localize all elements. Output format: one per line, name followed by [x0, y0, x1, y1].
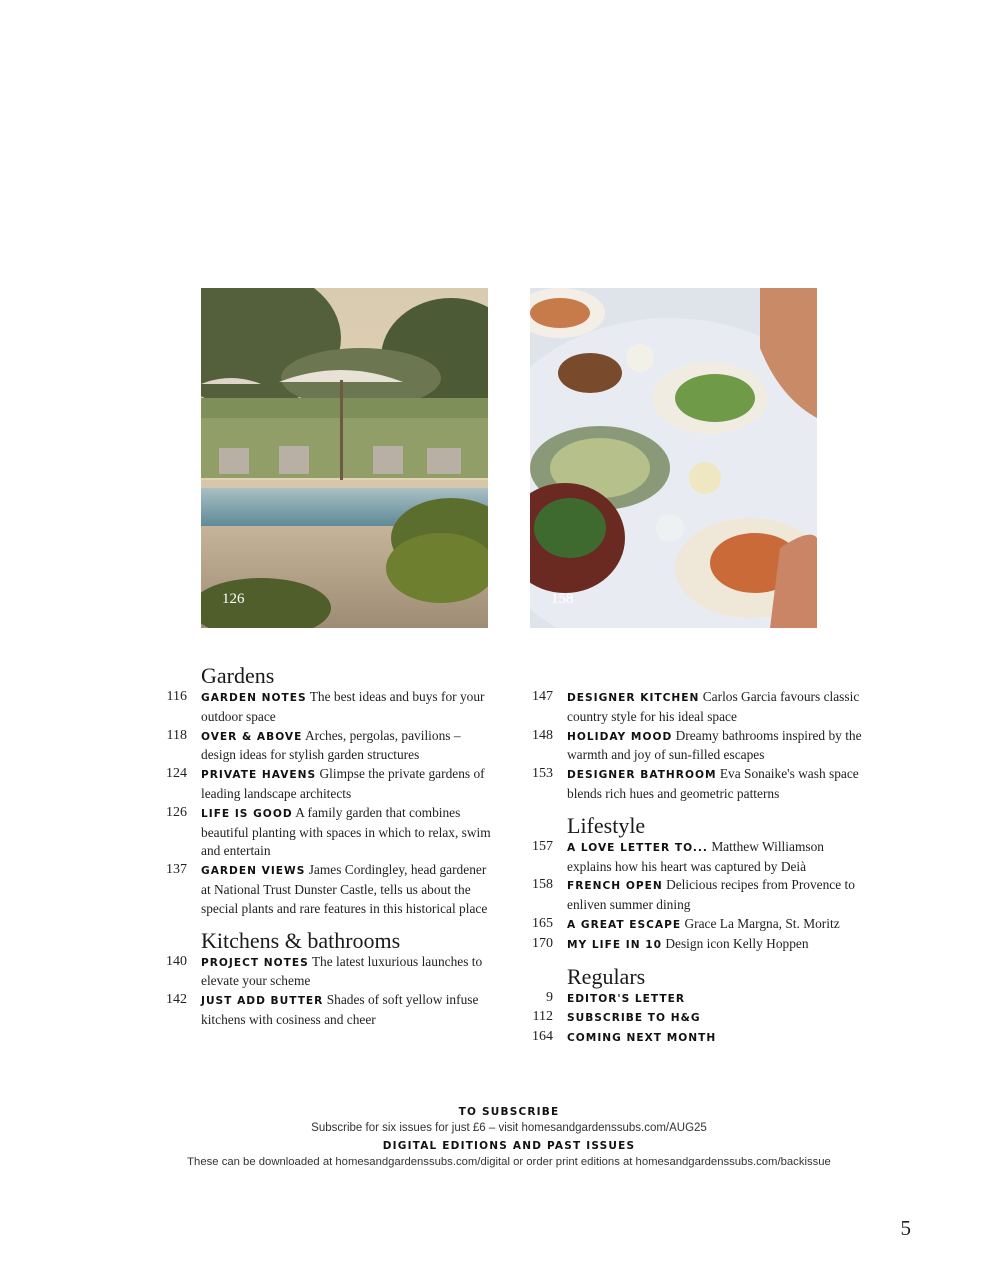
entry-heading: EDITOR'S LETTER: [567, 992, 685, 1005]
section-title-kitchens: Kitchens & bathrooms: [201, 927, 401, 953]
entry-page-number: 153: [532, 766, 553, 782]
contents-entry[interactable]: [532, 838, 862, 877]
entry-page-number: 140: [166, 953, 187, 969]
contents-entry[interactable]: [532, 688, 862, 727]
entry-page-number: 170: [532, 935, 553, 951]
entry-description: The latest luxurious launches to elevate your scheme: [201, 953, 483, 989]
entry-body: [567, 876, 862, 915]
entry-body: [567, 727, 862, 766]
entry-page-number: 126: [166, 804, 187, 820]
kitchens-continued-list: [532, 688, 862, 804]
contents-entry[interactable]: [166, 804, 496, 861]
entry-body: [567, 989, 862, 1009]
regulars-list: [532, 989, 862, 1048]
entry-page-number: 9: [546, 989, 553, 1005]
entry-body: [567, 1008, 862, 1028]
entry-description: Dreamy bathrooms inspired by the warmth and joy of sun-filled escapes: [567, 727, 862, 763]
entry-page-number: 137: [166, 862, 187, 878]
entry-heading: LIFE IS GOOD: [201, 807, 293, 820]
entry-description: A family garden that combines beautiful planting with spaces in which to relax, swim and entertain: [201, 804, 491, 859]
entry-description: Matthew Williamson explains how his heart was captured by Deià: [567, 838, 824, 874]
entry-heading: OVER & ABOVE: [201, 730, 303, 743]
subscribe-heading: TO SUBSCRIBE: [458, 1106, 560, 1118]
entry-page-number: 165: [532, 915, 553, 931]
section-title-regulars: Regulars: [567, 963, 646, 989]
contents-entry[interactable]: [532, 935, 862, 955]
entry-heading: MY LIFE IN 10: [567, 938, 662, 951]
entry-body: [567, 915, 862, 935]
entry-description: Eva Sonaike's wash space blends rich hues and geometric patterns: [567, 766, 859, 801]
section-title-gardens: Gardens: [201, 663, 275, 688]
contents-entry[interactable]: [166, 727, 496, 766]
contents-entry[interactable]: [532, 915, 862, 935]
entry-body: [567, 688, 862, 727]
contents-entry[interactable]: [166, 991, 496, 1030]
contents-entry[interactable]: [166, 953, 496, 992]
entry-heading: JUST ADD BUTTER: [201, 995, 324, 1008]
gardens-list: [166, 688, 496, 919]
digital-editions-heading: DIGITAL EDITIONS AND PAST ISSUES: [382, 1140, 636, 1152]
entry-body: [201, 765, 496, 804]
contents-entry[interactable]: [166, 688, 496, 727]
entry-page-number: 118: [166, 727, 187, 743]
entry-body: [201, 953, 496, 992]
entry-heading: DESIGNER BATHROOM: [567, 769, 717, 782]
entry-body: [567, 838, 862, 877]
entry-heading: PRIVATE HAVENS: [201, 769, 317, 782]
contents-left-column: [166, 663, 496, 1030]
entry-heading: GARDEN VIEWS: [201, 865, 306, 878]
contents-entry[interactable]: [532, 1008, 862, 1028]
dining-table-photo: [530, 288, 817, 628]
entry-body: [201, 727, 496, 766]
page-number: 5: [900, 1216, 911, 1240]
entry-description: Design icon Kelly Hoppen: [665, 935, 809, 951]
entry-body: [201, 688, 496, 727]
entry-body: [567, 765, 862, 804]
entry-body: [567, 1028, 862, 1048]
entry-heading: SUBSCRIBE TO H&G: [567, 1012, 701, 1025]
photo-page-number: 126: [222, 591, 245, 607]
entry-page-number: 158: [532, 877, 553, 893]
entry-description: Grace La Margna, St. Moritz: [684, 915, 840, 931]
entry-page-number: 157: [532, 838, 553, 854]
entry-page-number: 148: [532, 727, 553, 743]
entry-body: [567, 935, 862, 955]
entry-page-number: 116: [166, 689, 187, 704]
contents-right-column: [532, 688, 862, 1048]
entry-description: Delicious recipes from Provence to enliven summer dining: [567, 877, 855, 913]
entry-heading: PROJECT NOTES: [201, 956, 309, 969]
photo-page-number: 158: [551, 591, 574, 607]
entry-page-number: 164: [532, 1029, 553, 1045]
entry-description: James Cordingley, head gardener at National Trust Dunster Castle, tells us about the special plants and rare features in this historical place: [201, 862, 488, 916]
entry-description: Shades of soft yellow infuse kitchens with cosiness and cheer: [201, 992, 479, 1027]
kitchens-list: [166, 953, 496, 1030]
entry-heading: GARDEN NOTES: [201, 692, 307, 704]
entry-heading: DESIGNER KITCHEN: [567, 692, 700, 704]
entry-heading: FRENCH OPEN: [567, 880, 663, 893]
contents-entry[interactable]: [532, 727, 862, 766]
entry-page-number: 112: [532, 1009, 553, 1025]
entry-body: [201, 804, 496, 861]
entry-page-number: 142: [166, 992, 187, 1008]
lifestyle-list: [532, 838, 862, 955]
contents-entry[interactable]: [166, 861, 496, 918]
entry-heading: HOLIDAY MOOD: [567, 730, 673, 743]
contents-entry[interactable]: [166, 765, 496, 804]
contents-entry[interactable]: [532, 1028, 862, 1048]
entry-description: Arches, pergolas, pavilions – design ideas for stylish garden structures: [201, 727, 461, 763]
subscribe-text: Subscribe for six issues for just £6 – visit homesandgardenssubs.com/AUG25: [311, 1122, 707, 1134]
entry-heading: A GREAT ESCAPE: [567, 918, 682, 931]
entry-description: Carlos Garcia favours classic country style for his ideal space: [567, 689, 860, 724]
subscription-footer: [0, 1106, 981, 1168]
contents-entry[interactable]: [532, 765, 862, 804]
entry-description: The best ideas and buys for your outdoor space: [201, 689, 485, 724]
entry-body: [201, 991, 496, 1030]
entry-body: [201, 861, 496, 918]
entry-page-number: 124: [166, 766, 187, 782]
entry-page-number: 147: [532, 689, 553, 704]
section-title-lifestyle: Lifestyle: [567, 812, 646, 838]
contents-entry[interactable]: [546, 989, 862, 1009]
entry-heading: COMING NEXT MONTH: [567, 1032, 717, 1045]
garden-pool-photo: [201, 288, 488, 628]
contents-entry[interactable]: [532, 876, 862, 915]
entry-description: Glimpse the private gardens of leading landscape architects: [201, 766, 485, 801]
digital-editions-text: These can be downloaded at homesandgardenssubs.com/digital or order print editions at homesandgardenssubs.com/backissue: [187, 1156, 831, 1168]
entry-heading: A LOVE LETTER TO...: [567, 841, 708, 854]
